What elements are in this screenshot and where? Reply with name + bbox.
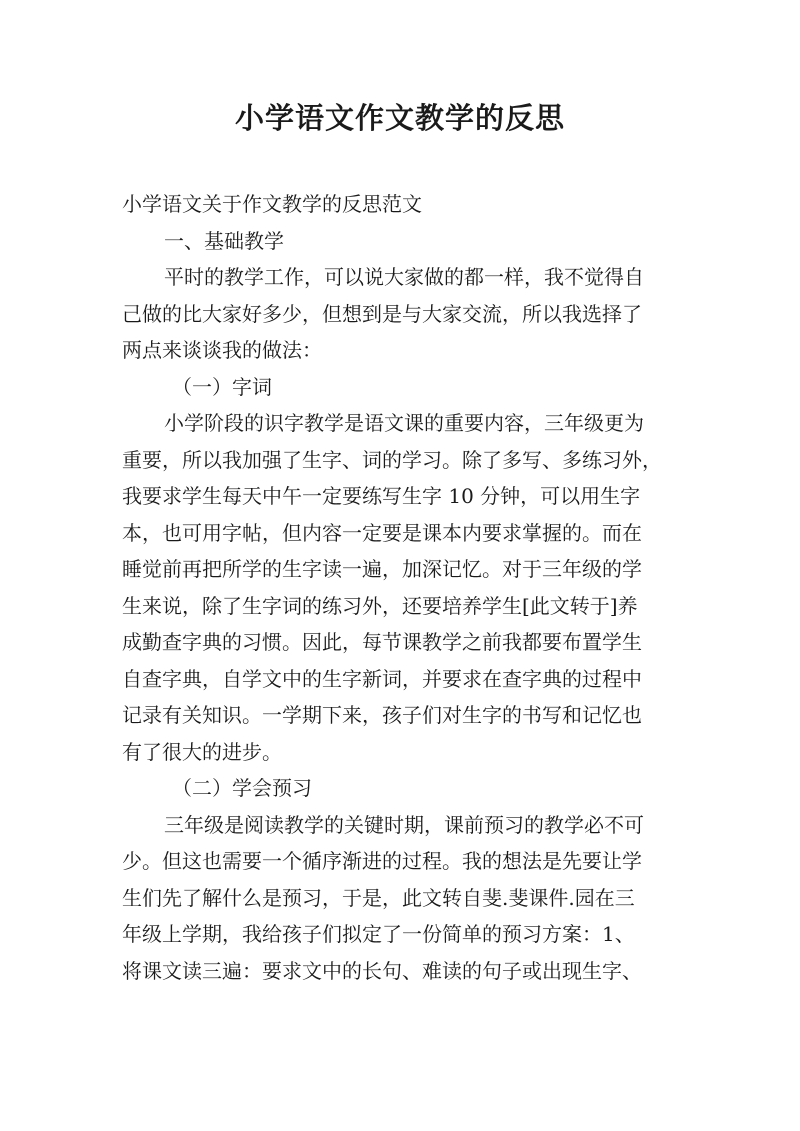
paragraph-line: 重要，所以我加强了生字、词的学习。除了多写、多练习外， (122, 447, 662, 472)
paragraph-line: 平时的教学工作，可以说大家做的都一样，我不觉得自 (164, 265, 644, 289)
section-heading: 一、基础教学 (164, 228, 284, 253)
paragraph-line: 将课文读三遍：要求文中的长句、难读的句子或出现生字、 (122, 958, 642, 983)
paragraph-line: 本，也可用字帖，但内容一定要是课本内要求掌握的。而在 (122, 520, 642, 545)
document-body (122, 186, 682, 989)
paragraph-line: 少。但这也需要一个循序渐进的过程。我的想法是先要让学 (122, 849, 642, 873)
subtitle-line: 小学语文关于作文教学的反思范文 (122, 192, 422, 216)
paragraph-line: 自查字典，自学文中的生字新词，并要求在查字典的过程中 (122, 666, 642, 691)
paragraph-line: 生来说，除了生字词的练习外，还要培养学生[此文转于]养 (122, 593, 638, 618)
paragraph-line: 年级上学期，我给孩子们拟定了一份简单的预习方案：1、 (122, 922, 635, 946)
document-title: 小学语文作文教学的反思 (234, 101, 565, 135)
paragraph-line: 小学阶段的识字教学是语文课的重要内容，三年级更为 (164, 411, 644, 435)
paragraph-line: 己做的比大家好多少，但想到是与大家交流，所以我选择了 (122, 301, 642, 326)
paragraph-line: 有了很大的进步。 (122, 739, 282, 764)
subsection-heading: （二）学会预习 (172, 776, 312, 800)
paragraph-line: 三年级是阅读教学的关键时期，课前预习的教学必不可 (164, 812, 644, 837)
paragraph-line: 成勤查字典的习惯。因此，每节课教学之前我都要布置学生 (122, 630, 642, 654)
paragraph-line: 我要求学生每天中午一定要练写生字 10 分钟，可以用生字 (122, 484, 641, 508)
subsection-heading: （一）字词 (172, 374, 272, 399)
paragraph-line: 两点来谈谈我的做法： (122, 338, 322, 362)
paragraph-line: 记录有关知识。一学期下来，孩子们对生字的书写和记忆也 (122, 703, 642, 727)
paragraph-line: 生们先了解什么是预习，于是，此文转自斐.斐课件.园在三 (122, 885, 635, 910)
paragraph-line: 睡觉前再把所学的生字读一遍，加深记忆。对于三年级的学 (122, 557, 642, 581)
